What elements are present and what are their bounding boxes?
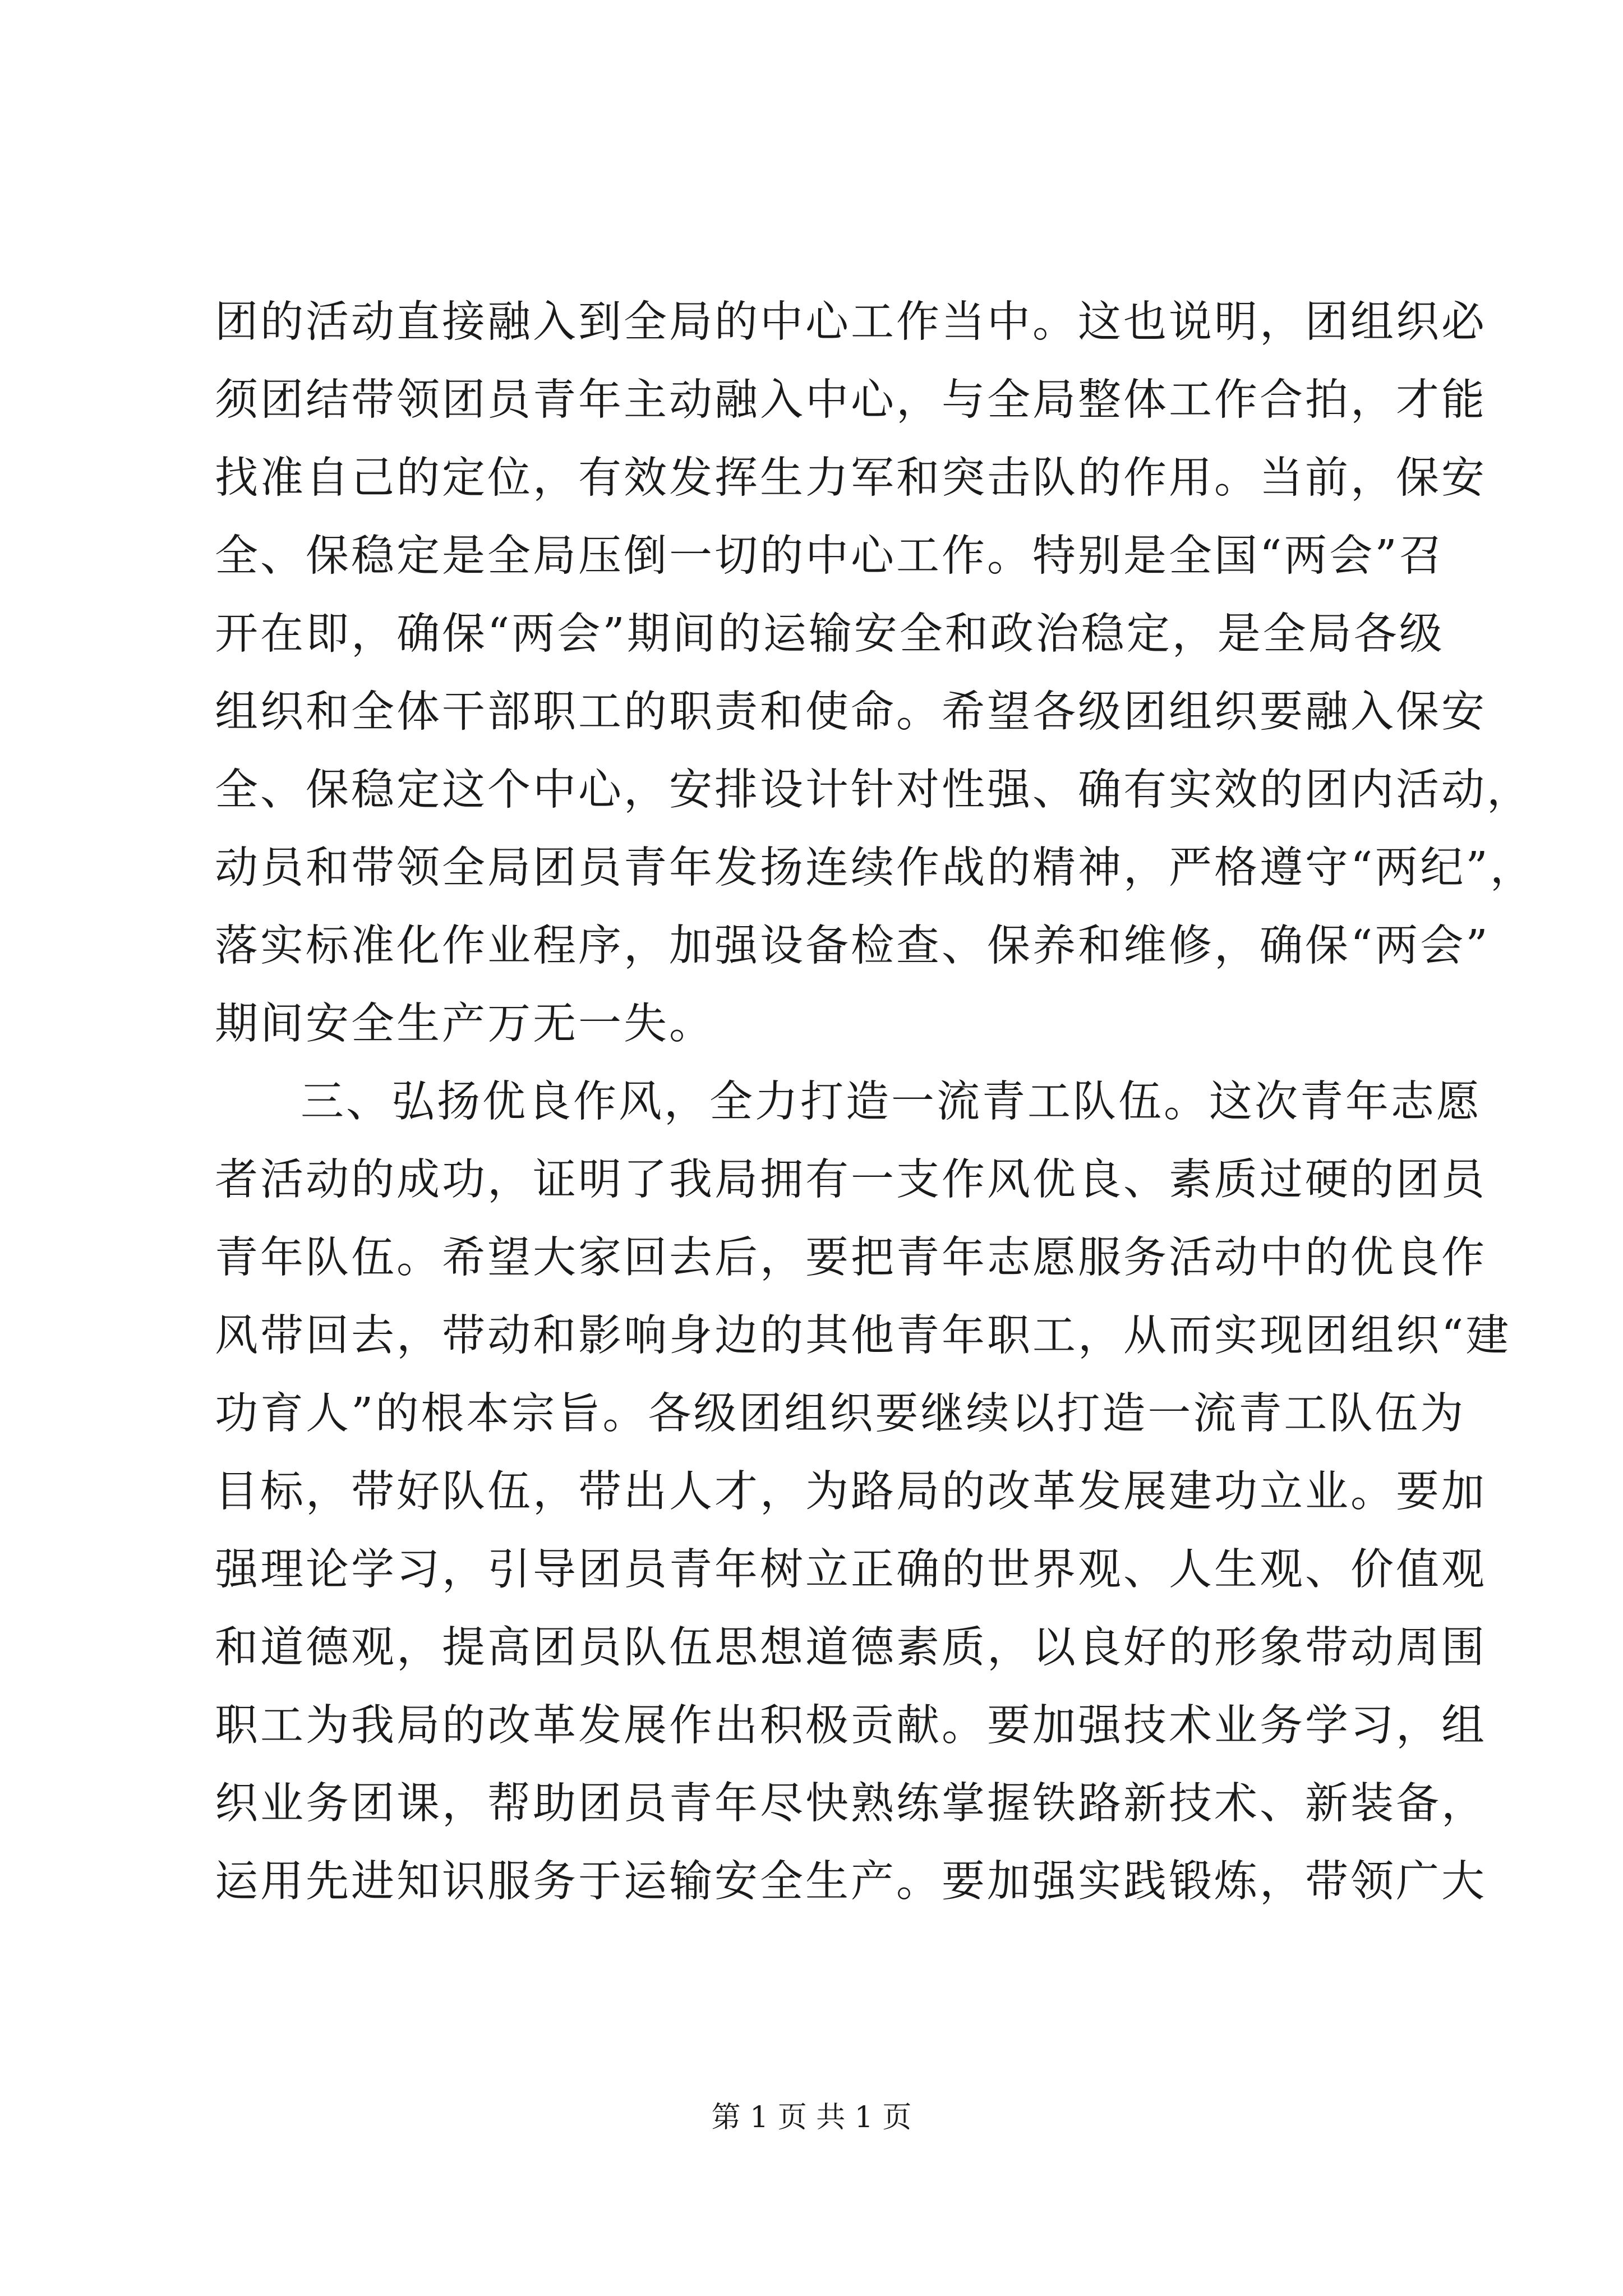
page-number-footer: 第 1 页 共 1 页 [711,2101,912,2134]
text-line: 织业务团课，帮助团员青年尽快熟练掌握铁路新技术、新装备， [215,1779,1487,1829]
text-line: 落实标准化作业程序，加强设备检查、保养和维修，确保“两会” [215,921,1490,971]
text-line: 功育人”的根本宗旨。各级团组织要继续以打造一流青工队伍为 [215,1389,1466,1439]
text-line: 团的活动直接融入到全局的中心工作当中。这也说明，团组织必 [215,297,1487,347]
text-line: 全、保稳定这个中心，安排设计针对性强、确有实效的团内活动， [215,765,1532,815]
text-line: 青年队伍。希望大家回去后，要把青年志愿服务活动中的优良作 [215,1233,1487,1283]
text-line: 职工为我局的改革发展作出积极贡献。要加强技术业务学习，组 [215,1701,1487,1751]
text-line: 运用先进知识服务于运输安全生产。要加强实践锻炼，带领广大 [215,1857,1487,1907]
body-text [215,283,1536,1921]
text-line: 目标，带好队伍，带出人才，为路局的改革发展建功立业。要加 [215,1467,1487,1517]
text-line: 和道德观，提高团员队伍思想道德素质，以良好的形象带动周围 [215,1623,1487,1673]
text-line: 动员和带领全局团员青年发扬连续作战的精神，严格遵守“两纪”， [215,843,1536,893]
text-line: 强理论学习，引导团员青年树立正确的世界观、人生观、价值观 [215,1545,1487,1595]
section-heading-line: 三、弘扬优良作风，全力打造一流青工队伍。这次青年志愿 [301,1077,1482,1127]
text-line: 找准自己的定位，有效发挥生力军和突击队的作用。当前，保安 [215,453,1487,503]
text-line: 者活动的成功，证明了我局拥有一支作风优良、素质过硬的团员 [215,1155,1487,1205]
text-line: 组织和全体干部职工的职责和使命。希望各级团组织要融入保安 [215,687,1487,737]
text-line: 开在即，确保“两会”期间的运输安全和政治稳定，是全局各级 [215,609,1445,659]
text-line: 风带回去，带动和影响身边的其他青年职工，从而实现团组织“建 [215,1311,1511,1361]
text-line: 须团结带领团员青年主动融入中心，与全局整体工作合拍，才能 [215,375,1487,425]
text-line: 全、保稳定是全局压倒一切的中心工作。特别是全国“两会”召 [215,531,1445,581]
text-line: 期间安全生产万无一失。 [215,999,714,1049]
